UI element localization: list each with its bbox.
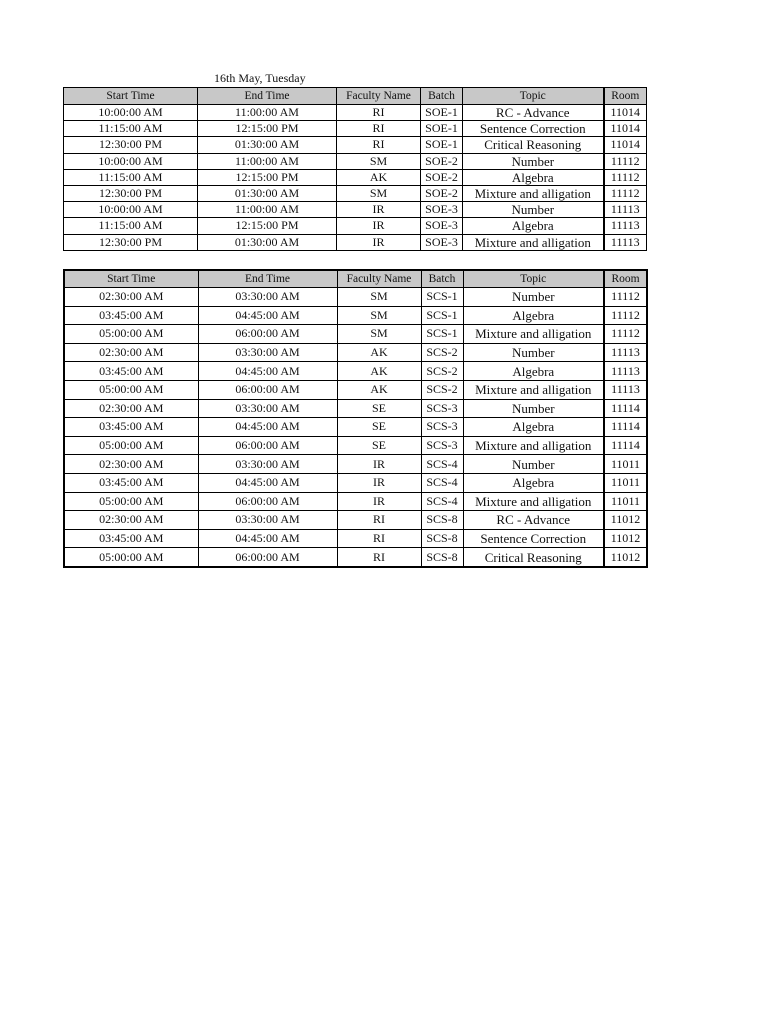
topic-cell: Mixture and alligation bbox=[463, 492, 604, 511]
column-header-end-time: End Time bbox=[198, 88, 337, 105]
end-time-cell: 01:30:00 AM bbox=[198, 185, 337, 201]
faculty-cell: SM bbox=[337, 288, 421, 307]
batch-cell: SCS-1 bbox=[421, 306, 463, 325]
batch-cell: SOE-2 bbox=[421, 153, 463, 169]
batch-cell: SCS-8 bbox=[421, 511, 463, 530]
room-cell: 11014 bbox=[604, 121, 647, 137]
batch-cell: SCS-8 bbox=[421, 529, 463, 548]
batch-cell: SCS-4 bbox=[421, 455, 463, 474]
batch-cell: SCS-3 bbox=[421, 418, 463, 437]
room-cell: 11012 bbox=[604, 511, 647, 530]
faculty-cell: AK bbox=[337, 169, 421, 185]
room-cell: 11112 bbox=[604, 325, 647, 344]
end-time-cell: 11:00:00 AM bbox=[198, 202, 337, 218]
room-cell: 11113 bbox=[604, 343, 647, 362]
table-row bbox=[64, 153, 647, 169]
start-time-cell: 03:45:00 AM bbox=[64, 529, 198, 548]
start-time-cell: 11:15:00 AM bbox=[64, 218, 198, 234]
faculty-cell: SE bbox=[337, 399, 421, 418]
column-header-batch: Batch bbox=[421, 270, 463, 288]
room-cell: 11113 bbox=[604, 380, 647, 399]
room-cell: 11011 bbox=[604, 455, 647, 474]
table-row bbox=[64, 325, 647, 344]
topic-cell: Algebra bbox=[463, 218, 604, 234]
end-time-cell: 12:15:00 PM bbox=[198, 121, 337, 137]
end-time-cell: 03:30:00 AM bbox=[198, 511, 337, 530]
start-time-cell: 12:30:00 PM bbox=[64, 137, 198, 153]
topic-cell: Number bbox=[463, 153, 604, 169]
table-row bbox=[64, 202, 647, 218]
faculty-cell: RI bbox=[337, 121, 421, 137]
topic-cell: RC - Advance bbox=[463, 511, 604, 530]
start-time-cell: 02:30:00 AM bbox=[64, 455, 198, 474]
faculty-cell: IR bbox=[337, 492, 421, 511]
topic-cell: Number bbox=[463, 288, 604, 307]
table-row bbox=[64, 529, 647, 548]
table-row bbox=[64, 436, 647, 455]
table-row bbox=[64, 362, 647, 381]
column-header-start-time: Start Time bbox=[64, 270, 198, 288]
room-cell: 11014 bbox=[604, 105, 647, 121]
column-header-topic: Topic bbox=[463, 88, 604, 105]
batch-cell: SCS-4 bbox=[421, 492, 463, 511]
faculty-cell: RI bbox=[337, 137, 421, 153]
topic-cell: Number bbox=[463, 455, 604, 474]
soe-rows bbox=[64, 105, 647, 251]
faculty-cell: RI bbox=[337, 548, 421, 567]
faculty-cell: RI bbox=[337, 529, 421, 548]
faculty-cell: AK bbox=[337, 362, 421, 381]
topic-cell: Number bbox=[463, 202, 604, 218]
faculty-cell: AK bbox=[337, 343, 421, 362]
start-time-cell: 05:00:00 AM bbox=[64, 548, 198, 567]
start-time-cell: 10:00:00 AM bbox=[64, 105, 198, 121]
end-time-cell: 06:00:00 AM bbox=[198, 325, 337, 344]
end-time-cell: 06:00:00 AM bbox=[198, 436, 337, 455]
start-time-cell: 10:00:00 AM bbox=[64, 202, 198, 218]
topic-cell: Number bbox=[463, 343, 604, 362]
end-time-cell: 04:45:00 AM bbox=[198, 473, 337, 492]
start-time-cell: 02:30:00 AM bbox=[64, 288, 198, 307]
room-cell: 11012 bbox=[604, 529, 647, 548]
batch-cell: SCS-3 bbox=[421, 436, 463, 455]
table-row bbox=[64, 121, 647, 137]
table-row bbox=[64, 169, 647, 185]
start-time-cell: 03:45:00 AM bbox=[64, 306, 198, 325]
table-header-row bbox=[64, 88, 647, 105]
room-cell: 11112 bbox=[604, 288, 647, 307]
start-time-cell: 12:30:00 PM bbox=[64, 185, 198, 201]
end-time-cell: 03:30:00 AM bbox=[198, 399, 337, 418]
batch-cell: SOE-2 bbox=[421, 185, 463, 201]
start-time-cell: 10:00:00 AM bbox=[64, 153, 198, 169]
start-time-cell: 11:15:00 AM bbox=[64, 169, 198, 185]
end-time-cell: 11:00:00 AM bbox=[198, 105, 337, 121]
start-time-cell: 02:30:00 AM bbox=[64, 399, 198, 418]
end-time-cell: 06:00:00 AM bbox=[198, 380, 337, 399]
end-time-cell: 11:00:00 AM bbox=[198, 153, 337, 169]
start-time-cell: 12:30:00 PM bbox=[64, 234, 198, 250]
end-time-cell: 01:30:00 AM bbox=[198, 137, 337, 153]
table-row bbox=[64, 234, 647, 250]
room-cell: 11112 bbox=[604, 169, 647, 185]
start-time-cell: 02:30:00 AM bbox=[64, 343, 198, 362]
column-header-end-time: End Time bbox=[198, 270, 337, 288]
room-cell: 11011 bbox=[604, 492, 647, 511]
topic-cell: Sentence Correction bbox=[463, 529, 604, 548]
faculty-cell: IR bbox=[337, 218, 421, 234]
table-row bbox=[64, 511, 647, 530]
table-row bbox=[64, 418, 647, 437]
room-cell: 11114 bbox=[604, 418, 647, 437]
batch-cell: SOE-2 bbox=[421, 169, 463, 185]
topic-cell: Mixture and alligation bbox=[463, 436, 604, 455]
column-header-room: Room bbox=[604, 88, 647, 105]
topic-cell: Algebra bbox=[463, 169, 604, 185]
topic-cell: Sentence Correction bbox=[463, 121, 604, 137]
faculty-cell: IR bbox=[337, 473, 421, 492]
scs-rows bbox=[64, 288, 647, 567]
faculty-cell: IR bbox=[337, 455, 421, 474]
table-row bbox=[64, 455, 647, 474]
table-row bbox=[64, 306, 647, 325]
batch-cell: SOE-3 bbox=[421, 218, 463, 234]
end-time-cell: 04:45:00 AM bbox=[198, 306, 337, 325]
end-time-cell: 04:45:00 AM bbox=[198, 418, 337, 437]
topic-cell: Critical Reasoning bbox=[463, 548, 604, 567]
table-row bbox=[64, 548, 647, 567]
faculty-cell: IR bbox=[337, 202, 421, 218]
end-time-cell: 03:30:00 AM bbox=[198, 288, 337, 307]
table-row bbox=[64, 399, 647, 418]
table-row bbox=[64, 380, 647, 399]
table-row bbox=[64, 473, 647, 492]
column-header-faculty-name: Faculty Name bbox=[337, 88, 421, 105]
table-row bbox=[64, 185, 647, 201]
end-time-cell: 04:45:00 AM bbox=[198, 529, 337, 548]
soe-schedule-table bbox=[63, 87, 647, 251]
table-row bbox=[64, 218, 647, 234]
room-cell: 11011 bbox=[604, 473, 647, 492]
faculty-cell: RI bbox=[337, 105, 421, 121]
batch-cell: SCS-2 bbox=[421, 380, 463, 399]
start-time-cell: 03:45:00 AM bbox=[64, 362, 198, 381]
end-time-cell: 03:30:00 AM bbox=[198, 343, 337, 362]
topic-cell: Mixture and alligation bbox=[463, 185, 604, 201]
table-header-row bbox=[64, 270, 647, 288]
end-time-cell: 12:15:00 PM bbox=[198, 218, 337, 234]
topic-cell: Mixture and alligation bbox=[463, 380, 604, 399]
room-cell: 11112 bbox=[604, 185, 647, 201]
room-cell: 11113 bbox=[604, 362, 647, 381]
table-row bbox=[64, 492, 647, 511]
batch-cell: SOE-3 bbox=[421, 234, 463, 250]
batch-cell: SCS-1 bbox=[421, 288, 463, 307]
room-cell: 11113 bbox=[604, 202, 647, 218]
end-time-cell: 04:45:00 AM bbox=[198, 362, 337, 381]
start-time-cell: 03:45:00 AM bbox=[64, 418, 198, 437]
table-row bbox=[64, 343, 647, 362]
start-time-cell: 11:15:00 AM bbox=[64, 121, 198, 137]
table-row bbox=[64, 105, 647, 121]
start-time-cell: 05:00:00 AM bbox=[64, 492, 198, 511]
faculty-cell: SE bbox=[337, 436, 421, 455]
end-time-cell: 01:30:00 AM bbox=[198, 234, 337, 250]
room-cell: 11114 bbox=[604, 399, 647, 418]
batch-cell: SCS-1 bbox=[421, 325, 463, 344]
room-cell: 11112 bbox=[604, 153, 647, 169]
start-time-cell: 02:30:00 AM bbox=[64, 511, 198, 530]
batch-cell: SCS-8 bbox=[421, 548, 463, 567]
room-cell: 11112 bbox=[604, 306, 647, 325]
batch-cell: SCS-2 bbox=[421, 362, 463, 381]
scs-schedule-table bbox=[63, 269, 648, 568]
faculty-cell: SM bbox=[337, 325, 421, 344]
end-time-cell: 06:00:00 AM bbox=[198, 492, 337, 511]
room-cell: 11012 bbox=[604, 548, 647, 567]
start-time-cell: 03:45:00 AM bbox=[64, 473, 198, 492]
topic-cell: RC - Advance bbox=[463, 105, 604, 121]
topic-cell: Number bbox=[463, 399, 604, 418]
topic-cell: Mixture and alligation bbox=[463, 234, 604, 250]
start-time-cell: 05:00:00 AM bbox=[64, 325, 198, 344]
table-row bbox=[64, 137, 647, 153]
column-header-batch: Batch bbox=[421, 88, 463, 105]
column-header-start-time: Start Time bbox=[64, 88, 198, 105]
end-time-cell: 03:30:00 AM bbox=[198, 455, 337, 474]
column-header-room: Room bbox=[604, 270, 647, 288]
faculty-cell: SM bbox=[337, 185, 421, 201]
room-cell: 11114 bbox=[604, 436, 647, 455]
start-time-cell: 05:00:00 AM bbox=[64, 380, 198, 399]
faculty-cell: AK bbox=[337, 380, 421, 399]
room-cell: 11113 bbox=[604, 234, 647, 250]
start-time-cell: 05:00:00 AM bbox=[64, 436, 198, 455]
faculty-cell: SM bbox=[337, 153, 421, 169]
batch-cell: SCS-3 bbox=[421, 399, 463, 418]
topic-cell: Algebra bbox=[463, 306, 604, 325]
topic-cell: Algebra bbox=[463, 362, 604, 381]
batch-cell: SOE-1 bbox=[421, 121, 463, 137]
batch-cell: SOE-3 bbox=[421, 202, 463, 218]
table-row bbox=[64, 288, 647, 307]
topic-cell: Algebra bbox=[463, 418, 604, 437]
topic-cell: Critical Reasoning bbox=[463, 137, 604, 153]
batch-cell: SCS-2 bbox=[421, 343, 463, 362]
faculty-cell: IR bbox=[337, 234, 421, 250]
room-cell: 11014 bbox=[604, 137, 647, 153]
room-cell: 11113 bbox=[604, 218, 647, 234]
batch-cell: SOE-1 bbox=[421, 137, 463, 153]
column-header-faculty-name: Faculty Name bbox=[337, 270, 421, 288]
schedule-date: 16th May, Tuesday bbox=[214, 71, 306, 85]
faculty-cell: RI bbox=[337, 511, 421, 530]
end-time-cell: 12:15:00 PM bbox=[198, 169, 337, 185]
topic-cell: Mixture and alligation bbox=[463, 325, 604, 344]
end-time-cell: 06:00:00 AM bbox=[198, 548, 337, 567]
faculty-cell: SE bbox=[337, 418, 421, 437]
faculty-cell: SM bbox=[337, 306, 421, 325]
topic-cell: Algebra bbox=[463, 473, 604, 492]
column-header-topic: Topic bbox=[463, 270, 604, 288]
batch-cell: SOE-1 bbox=[421, 105, 463, 121]
batch-cell: SCS-4 bbox=[421, 473, 463, 492]
